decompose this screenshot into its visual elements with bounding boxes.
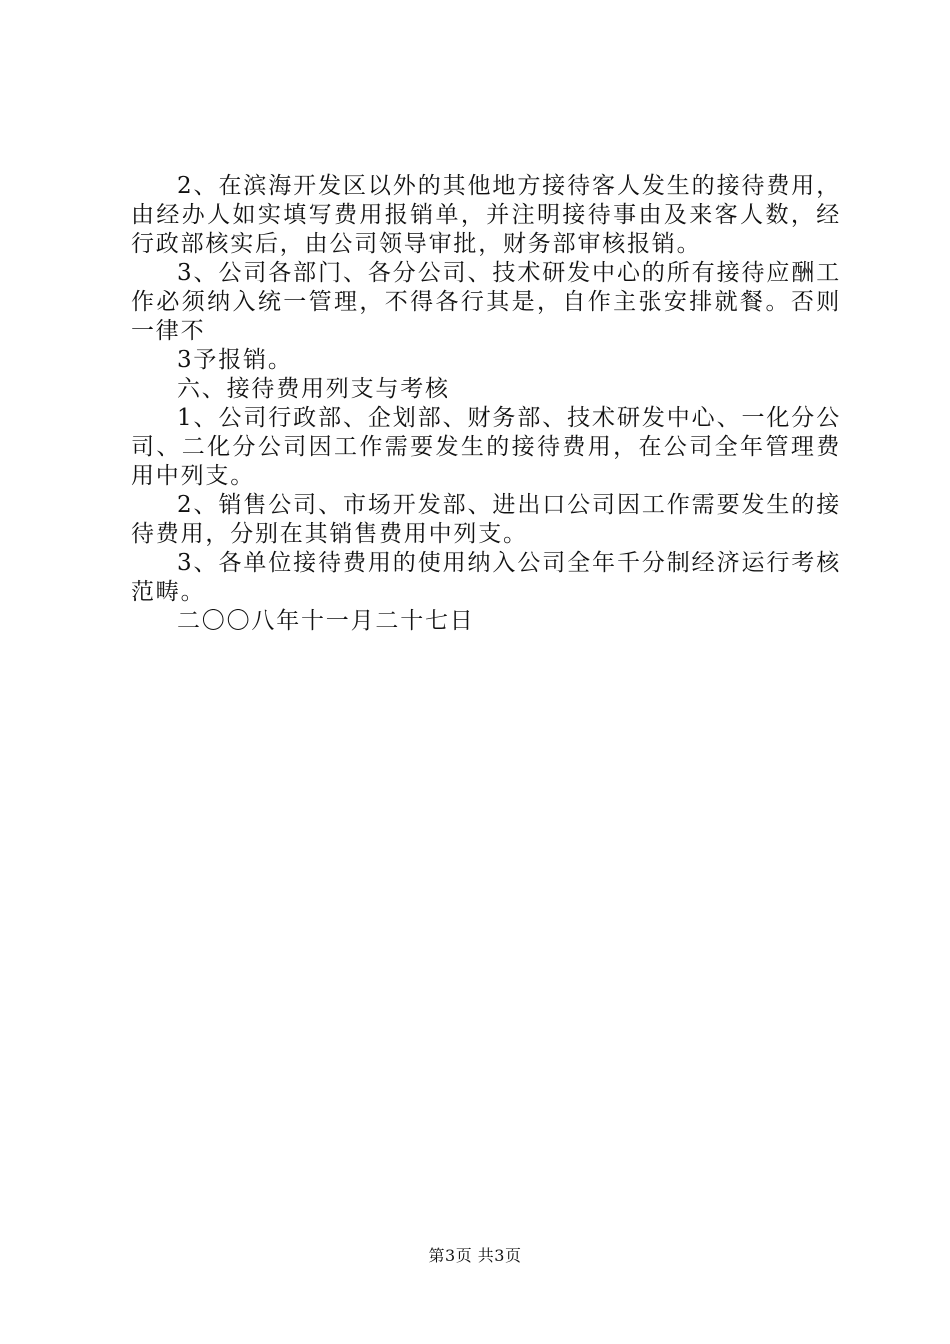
document-date: 二〇〇八年十一月二十七日 bbox=[177, 608, 475, 634]
paragraph-sales-expenses: 2、销售公司、市场开发部、进出口公司因工作需要发生的接待费用，分别在其销售费用中列支。 bbox=[131, 492, 841, 547]
paragraph-unified-management: 3、公司各部门、各分公司、技术研发中心的所有接待应酬工作必须纳入统一管理，不得各行其是，自作主张安排就餐。否则一律不 bbox=[131, 260, 841, 344]
page-number-footer: 第3页 共3页 bbox=[428, 1246, 522, 1265]
paragraph-assessment: 3、各单位接待费用的使用纳入公司全年千分制经济运行考核范畴。 bbox=[131, 550, 841, 605]
paragraph-reimbursement-outside-zone: 2、在滨海开发区以外的其他地方接待客人发生的接待费用，由经办人如实填写费用报销单，并注明接待事由及来客人数，经行政部核实后，由公司领导审批，财务部审核报销。 bbox=[131, 173, 841, 257]
document-body bbox=[131, 172, 841, 636]
section-heading-expense-allocation: 六、接待费用列支与考核 bbox=[177, 376, 450, 402]
paragraph-no-reimbursement: 3予报销。 bbox=[177, 347, 293, 373]
paragraph-admin-expenses: 1、公司行政部、企划部、财务部、技术研发中心、一化分公司、二化分公司因工作需要发生的接待费用，在公司全年管理费用中列支。 bbox=[131, 405, 841, 489]
